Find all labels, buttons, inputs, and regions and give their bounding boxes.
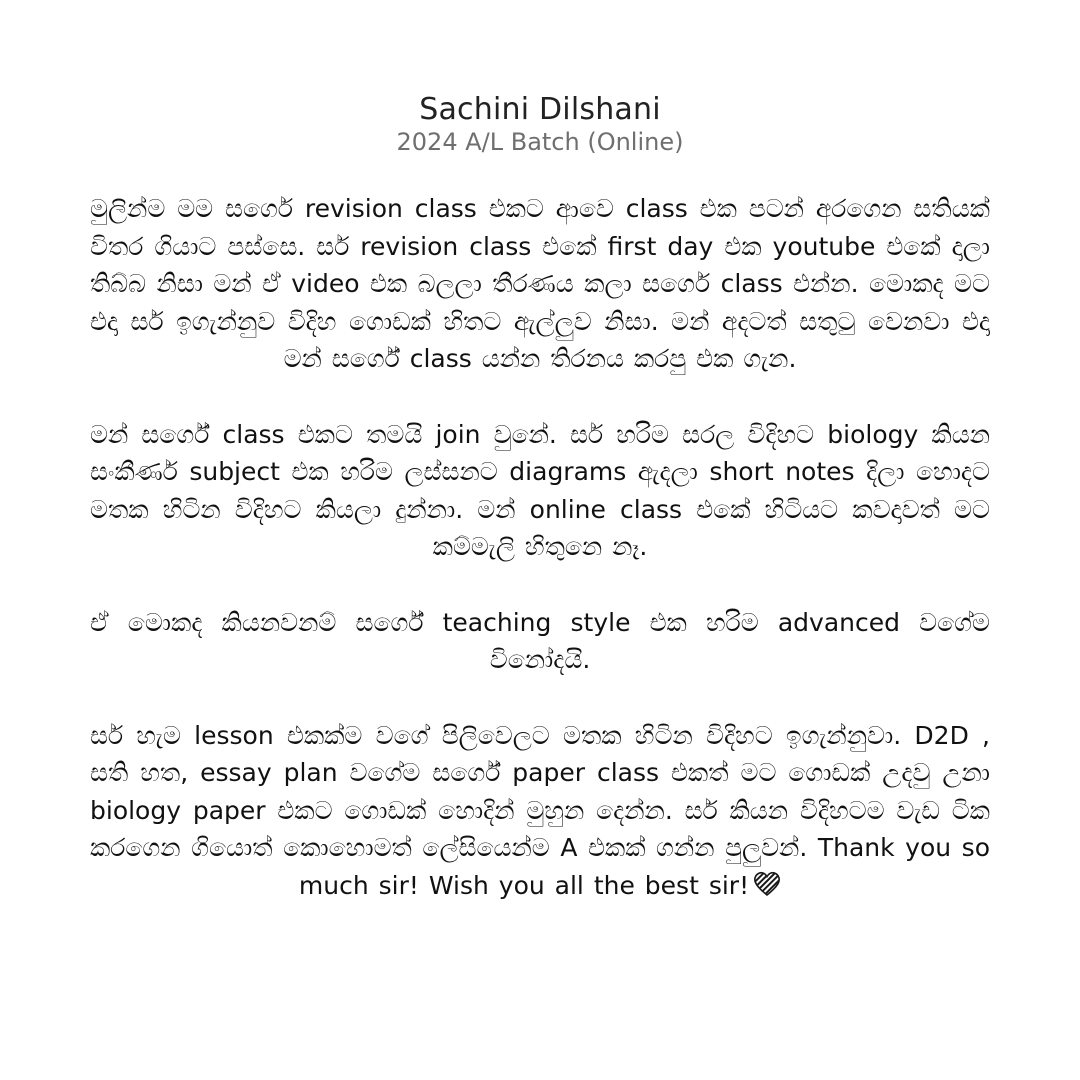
testimonial-paragraph-1 (90, 190, 990, 378)
heart-icon (753, 870, 781, 896)
testimonial-paragraph-4 (90, 717, 990, 905)
testimonial-paragraph-2 (90, 416, 990, 566)
testimonial-header (0, 92, 1080, 156)
student-batch: 2024 A/L Batch (Online) (396, 128, 684, 156)
paragraph-text: මුලින්ම මම සර්ගෙ revision class එකට ආවෙ class එක පටන් අරගෙන සතියක් විතර ගියාට පස්සෙ. සර් revision class එකේ first day එක youtube එකේ දාලා තිබ්බ නිසා මන් ඒ video එක බලලා තීරණය කලා සර්ගෙ class එන්න. මොකද මට එදා සර් ඉගැන්නුව විදිහ ගොඩක් හිතට ඇල්ලුව නිසා. මන් අදටත් සතුටු වෙනවා එදා මන් සර්ගේ class යන්න තිරනය කරපු එක ගැන. (90, 194, 990, 373)
paragraph-text: සර් හැම lesson එකක්ම වගේ පිලිවෙලට මතක හිටින විදිහට ඉගැන්නුවා. D2D , සති හත, essay plan වගේම සර්ගේ paper class එකත් මට ගොඩක් උදවු උනා biology paper එකට ගොඩක් හොදින් මුහුන දෙන්න. සර් කියන විදිහටම වැඩ ටික කරගෙන ගියොත් කොහොමත් ලේසියෙන්ම A එකක් ගන්න පුලුවන්. Thank you so much sir! Wish you all the best sir! (90, 720, 990, 900)
student-name: Sachini Dilshani (419, 92, 661, 127)
testimonial-paragraph-3 (90, 604, 990, 679)
paragraph-text: ඒ මොකද කියනවනම් සර්ගේ teaching style එක හරිම advanced වගේම විනෝදයි. (90, 607, 990, 674)
paragraph-text: මන් සර්ගේ class එකට තමයි join වුනේ. සර් හරිම සරල විදිහට biology කියන සංකීර්ණ subject එක හරිම ලස්සනට diagrams ඇදලා short notes දිලා හොදට මතක හිටින විදිහට කියලා දුන්නා. මන් online class එකේ හිටියට කවදාවත් මට කම්මැලි හිතුනෙ නෑ. (90, 419, 990, 561)
testimonial-body (90, 190, 990, 904)
